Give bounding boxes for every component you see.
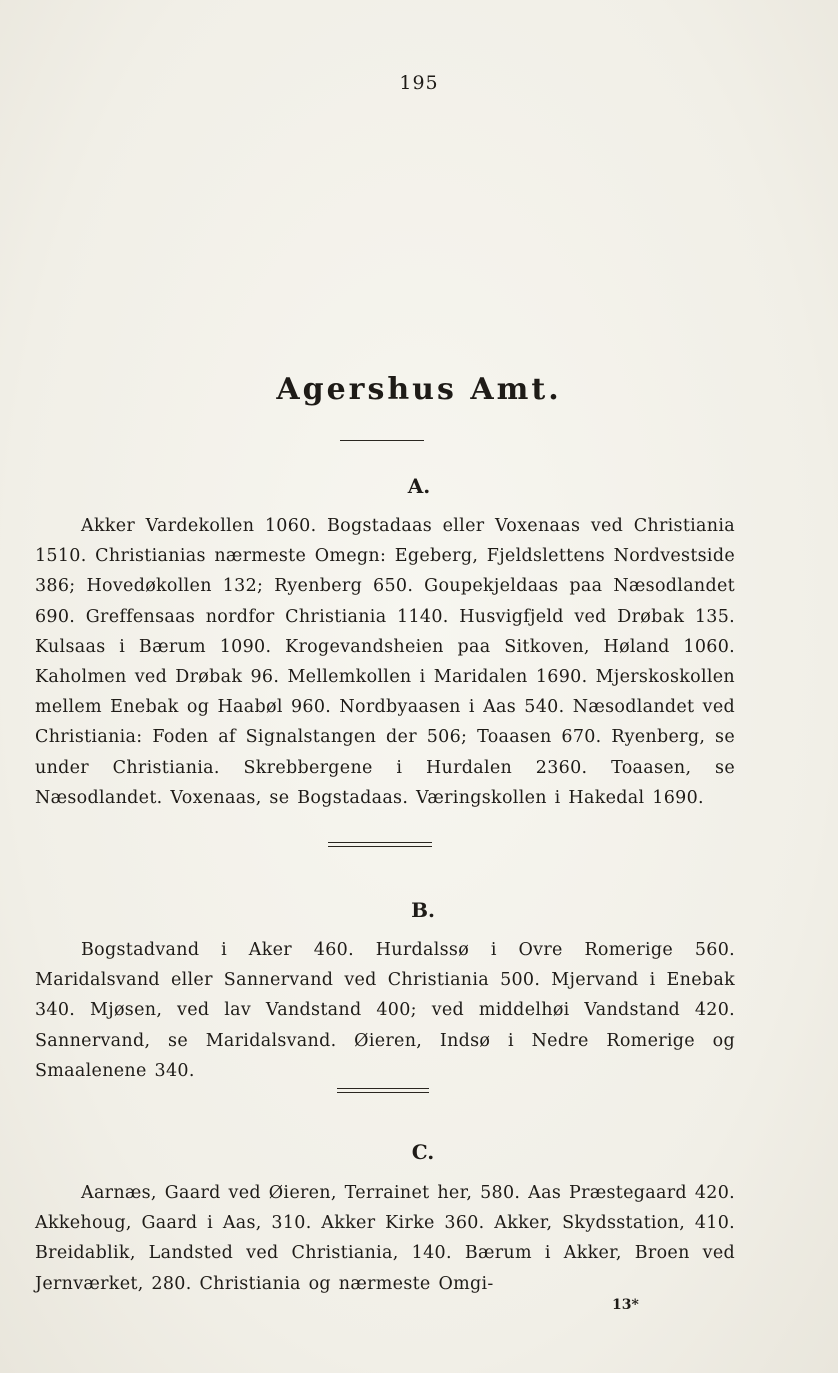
section-divider xyxy=(328,842,432,847)
heading-divider xyxy=(340,440,424,441)
section-c-text: Aarnæs, Gaard ved Øieren, Terrainet her, 580. Aas Præstegaard 420. Akkehoug, Gaard i Aas, 310. Akker Kirke 360. Akker, Skydsstation, 410. Breidablik, Landsted ved Christiania, 140. Bærum i Akker, Broen ved Jernværket, 280. Christiania og nærmeste Omgi- xyxy=(35,1183,735,1294)
section-c-letter: C. xyxy=(411,1140,435,1164)
section-b-letter: B. xyxy=(411,898,435,922)
page-number: 195 xyxy=(399,72,439,94)
section-a-text: Akker Vardekollen 1060. Bogstadaas eller Voxenaas ved Christiania 1510. Christianias nærmeste Omegn: Egeberg, Fjeldslettens Nordvestside 386; Hovedøkollen 132; Ryenberg 650. Goupekjeldaas paa Næsodlandet 690. Greffensaas nordfor Christiania 1140. Husvigfjeld ved Drøbak 135. Kulsaas i Bærum 1090. Krogevandsheien paa Sitkoven, Høland 1060. Kaholmen ved Drøbak 96. Mellemkollen i Maridalen 1690. Mjerskoskollen mellem Enebak og Haabøl 960. Nordbyaasen i Aas 540. Næsodlandet ved Christiania: Foden af Signalstangen der 506; Toaasen 670. Ryenberg, se under Christiania. Skrebbergene i Hurdalen 2360. Toaasen, se Næsodlandet. Voxenaas, se Bogstadaas. Væringskollen i Hakedal 1690. xyxy=(35,516,735,808)
printer-signature: 13* xyxy=(612,1297,639,1313)
page-heading: Agershus Amt. xyxy=(276,372,562,407)
section-b-text: Bogstadvand i Aker 460. Hurdalssø i Ovre Romerige 560. Maridalsvand eller Sannervand ved Christiania 500. Mjervand i Enebak 340. Mjøsen, ved lav Vandstand 400; ved middelhøi Vandstand 420. Sannervand, se Maridalsvand. Øieren, Indsø i Nedre Romerige og Smaalenene 340. xyxy=(35,940,735,1081)
section-divider xyxy=(337,1088,429,1093)
section-a-letter: A. xyxy=(407,474,431,498)
